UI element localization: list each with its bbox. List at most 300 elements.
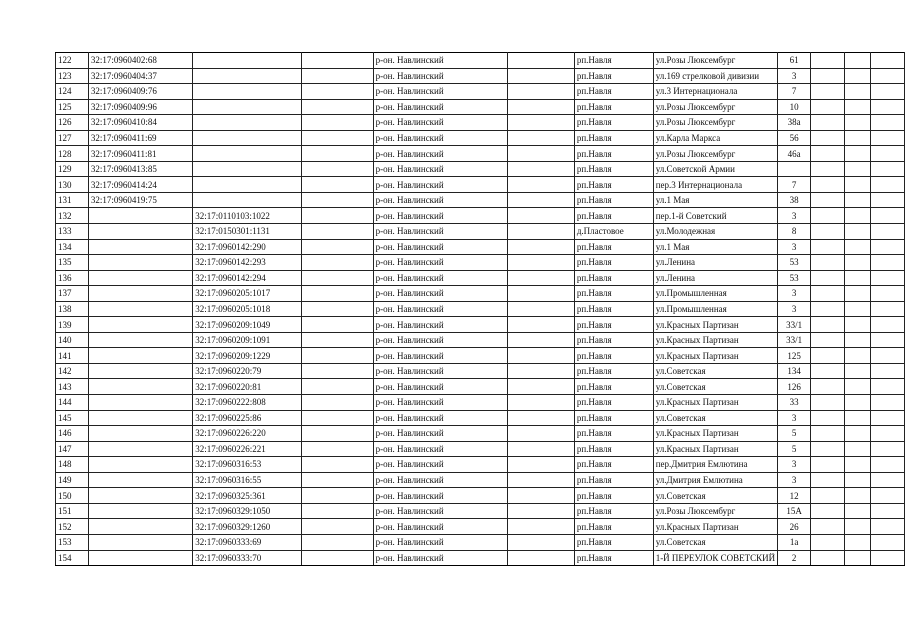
house-number-cell: 33/1	[778, 332, 811, 348]
empty-cell	[871, 426, 905, 442]
empty-cell	[811, 410, 845, 426]
empty-cell	[301, 68, 373, 84]
empty-cell	[811, 130, 845, 146]
empty-cell	[301, 208, 373, 224]
house-number-cell: 3	[778, 208, 811, 224]
cadastral-number-alt-cell	[193, 68, 302, 84]
empty-cell	[301, 270, 373, 286]
empty-cell	[811, 379, 845, 395]
cadastral-number-alt-cell: 32:17:0960316:55	[193, 472, 302, 488]
street-cell: ул.Молодежная	[653, 224, 777, 240]
table-row	[56, 53, 905, 69]
house-number-cell: 15А	[778, 503, 811, 519]
empty-cell	[844, 503, 870, 519]
cadastral-number-cell	[88, 270, 192, 286]
empty-cell	[871, 130, 905, 146]
empty-cell	[301, 84, 373, 100]
empty-cell	[507, 177, 574, 193]
settlement-cell: рп.Навля	[574, 68, 653, 84]
row-number-cell: 145	[56, 410, 89, 426]
empty-cell	[507, 239, 574, 255]
empty-cell	[811, 68, 845, 84]
empty-cell	[871, 161, 905, 177]
cadastral-number-alt-cell: 32:17:0960333:69	[193, 534, 302, 550]
empty-cell	[871, 519, 905, 535]
empty-cell	[871, 99, 905, 115]
row-number-cell: 140	[56, 332, 89, 348]
district-cell: р-он. Навлинский	[373, 426, 507, 442]
empty-cell	[301, 224, 373, 240]
empty-cell	[507, 161, 574, 177]
cadastral-number-cell	[88, 503, 192, 519]
district-cell: р-он. Навлинский	[373, 348, 507, 364]
table-row	[56, 488, 905, 504]
house-number-cell: 38а	[778, 115, 811, 131]
row-number-cell: 137	[56, 286, 89, 302]
settlement-cell: рп.Навля	[574, 239, 653, 255]
empty-cell	[811, 519, 845, 535]
empty-cell	[844, 161, 870, 177]
cadastral-number-alt-cell: 32:17:0960220:81	[193, 379, 302, 395]
district-cell: р-он. Навлинский	[373, 84, 507, 100]
house-number-cell: 7	[778, 177, 811, 193]
house-number-cell: 2	[778, 550, 811, 566]
settlement-cell: рп.Навля	[574, 410, 653, 426]
street-cell: 1-Й ПЕРЕУЛОК СОВЕТСКИЙ	[653, 550, 777, 566]
empty-cell	[507, 395, 574, 411]
cadastral-number-alt-cell: 32:17:0960209:1049	[193, 317, 302, 333]
empty-cell	[871, 270, 905, 286]
empty-cell	[871, 441, 905, 457]
settlement-cell: рп.Навля	[574, 395, 653, 411]
settlement-cell: рп.Навля	[574, 503, 653, 519]
cadastral-number-alt-cell: 32:17:0960142:293	[193, 255, 302, 271]
cadastral-number-cell: 32:17:0960413:85	[88, 161, 192, 177]
row-number-cell: 151	[56, 503, 89, 519]
empty-cell	[507, 286, 574, 302]
table-row	[56, 550, 905, 566]
empty-cell	[844, 208, 870, 224]
empty-cell	[811, 255, 845, 271]
empty-cell	[507, 99, 574, 115]
empty-cell	[301, 395, 373, 411]
empty-cell	[811, 270, 845, 286]
cadastral-number-alt-cell	[193, 99, 302, 115]
empty-cell	[844, 395, 870, 411]
district-cell: р-он. Навлинский	[373, 192, 507, 208]
empty-cell	[811, 488, 845, 504]
district-cell: р-он. Навлинский	[373, 503, 507, 519]
empty-cell	[871, 472, 905, 488]
empty-cell	[301, 161, 373, 177]
district-cell: р-он. Навлинский	[373, 224, 507, 240]
empty-cell	[844, 53, 870, 69]
empty-cell	[811, 224, 845, 240]
empty-cell	[871, 84, 905, 100]
house-number-cell: 26	[778, 519, 811, 535]
cadastral-number-cell	[88, 550, 192, 566]
house-number-cell: 10	[778, 99, 811, 115]
settlement-cell: рп.Навля	[574, 99, 653, 115]
row-number-cell: 141	[56, 348, 89, 364]
empty-cell	[507, 426, 574, 442]
district-cell: р-он. Навлинский	[373, 270, 507, 286]
empty-cell	[507, 192, 574, 208]
house-number-cell: 3	[778, 286, 811, 302]
empty-cell	[844, 379, 870, 395]
empty-cell	[871, 115, 905, 131]
table-row	[56, 519, 905, 535]
street-cell: ул.Красных Партизан	[653, 317, 777, 333]
street-cell: пер.1-й Советский	[653, 208, 777, 224]
table-row	[56, 208, 905, 224]
empty-cell	[871, 53, 905, 69]
table-row	[56, 395, 905, 411]
settlement-cell: рп.Навля	[574, 177, 653, 193]
row-number-cell: 136	[56, 270, 89, 286]
empty-cell	[871, 255, 905, 271]
empty-cell	[871, 348, 905, 364]
cadastral-number-cell	[88, 426, 192, 442]
empty-cell	[844, 146, 870, 162]
settlement-cell: рп.Навля	[574, 84, 653, 100]
cadastral-number-cell: 32:17:0960410:84	[88, 115, 192, 131]
settlement-cell: рп.Навля	[574, 53, 653, 69]
district-cell: р-он. Навлинский	[373, 286, 507, 302]
settlement-cell: рп.Навля	[574, 379, 653, 395]
settlement-cell: рп.Навля	[574, 115, 653, 131]
table-row	[56, 472, 905, 488]
empty-cell	[301, 115, 373, 131]
empty-cell	[301, 146, 373, 162]
cadastral-number-alt-cell	[193, 177, 302, 193]
house-number-cell: 61	[778, 53, 811, 69]
empty-cell	[844, 84, 870, 100]
empty-cell	[844, 457, 870, 473]
table-row	[56, 317, 905, 333]
empty-cell	[871, 286, 905, 302]
empty-cell	[871, 301, 905, 317]
street-cell: ул.1 Мая	[653, 239, 777, 255]
settlement-cell: рп.Навля	[574, 348, 653, 364]
empty-cell	[844, 68, 870, 84]
empty-cell	[844, 488, 870, 504]
row-number-cell: 147	[56, 441, 89, 457]
empty-cell	[507, 208, 574, 224]
table-row	[56, 457, 905, 473]
empty-cell	[844, 441, 870, 457]
empty-cell	[507, 379, 574, 395]
empty-cell	[301, 426, 373, 442]
cadastral-number-cell	[88, 379, 192, 395]
cadastral-number-alt-cell: 32:17:0960205:1018	[193, 301, 302, 317]
empty-cell	[871, 239, 905, 255]
empty-cell	[301, 286, 373, 302]
empty-cell	[871, 192, 905, 208]
cadastral-number-cell	[88, 317, 192, 333]
settlement-cell: д.Пластовое	[574, 224, 653, 240]
cadastral-number-cell	[88, 363, 192, 379]
row-number-cell: 148	[56, 457, 89, 473]
table-row	[56, 255, 905, 271]
empty-cell	[844, 301, 870, 317]
cadastral-number-cell	[88, 332, 192, 348]
table-row	[56, 410, 905, 426]
cadastral-number-alt-cell: 32:17:0960209:1091	[193, 332, 302, 348]
street-cell: пер.3 Интернационала	[653, 177, 777, 193]
house-number-cell: 134	[778, 363, 811, 379]
settlement-cell: рп.Навля	[574, 130, 653, 146]
empty-cell	[844, 534, 870, 550]
table-row	[56, 348, 905, 364]
district-cell: р-он. Навлинский	[373, 519, 507, 535]
district-cell: р-он. Навлинский	[373, 161, 507, 177]
empty-cell	[301, 301, 373, 317]
settlement-cell: рп.Навля	[574, 301, 653, 317]
empty-cell	[871, 379, 905, 395]
table-row	[56, 363, 905, 379]
empty-cell	[871, 503, 905, 519]
house-number-cell: 3	[778, 457, 811, 473]
empty-cell	[507, 503, 574, 519]
cadastral-number-alt-cell	[193, 115, 302, 131]
house-number-cell: 5	[778, 426, 811, 442]
row-number-cell: 131	[56, 192, 89, 208]
empty-cell	[844, 239, 870, 255]
table-row	[56, 130, 905, 146]
table-row	[56, 286, 905, 302]
table-row	[56, 146, 905, 162]
settlement-cell: рп.Навля	[574, 363, 653, 379]
cadastral-number-alt-cell	[193, 146, 302, 162]
empty-cell	[811, 441, 845, 457]
empty-cell	[871, 395, 905, 411]
settlement-cell: рп.Навля	[574, 146, 653, 162]
district-cell: р-он. Навлинский	[373, 99, 507, 115]
empty-cell	[507, 488, 574, 504]
district-cell: р-он. Навлинский	[373, 363, 507, 379]
empty-cell	[844, 410, 870, 426]
empty-cell	[811, 503, 845, 519]
empty-cell	[871, 457, 905, 473]
empty-cell	[811, 550, 845, 566]
district-cell: р-он. Навлинский	[373, 410, 507, 426]
street-cell: ул.Красных Партизан	[653, 441, 777, 457]
empty-cell	[871, 224, 905, 240]
empty-cell	[301, 317, 373, 333]
empty-cell	[507, 270, 574, 286]
district-cell: р-он. Навлинский	[373, 68, 507, 84]
house-number-cell: 12	[778, 488, 811, 504]
empty-cell	[871, 177, 905, 193]
district-cell: р-он. Навлинский	[373, 395, 507, 411]
cadastral-number-cell	[88, 534, 192, 550]
empty-cell	[811, 84, 845, 100]
cadastral-number-alt-cell: 32:17:0960142:294	[193, 270, 302, 286]
street-cell: ул.Промышленная	[653, 286, 777, 302]
street-cell: ул.Советская	[653, 410, 777, 426]
house-number-cell: 3	[778, 472, 811, 488]
district-cell: р-он. Навлинский	[373, 255, 507, 271]
empty-cell	[811, 472, 845, 488]
street-cell: ул.Розы Люксембург	[653, 99, 777, 115]
empty-cell	[811, 317, 845, 333]
empty-cell	[507, 472, 574, 488]
empty-cell	[301, 177, 373, 193]
house-number-cell: 126	[778, 379, 811, 395]
street-cell: ул.Красных Партизан	[653, 348, 777, 364]
house-number-cell	[778, 161, 811, 177]
house-number-cell: 53	[778, 255, 811, 271]
empty-cell	[844, 550, 870, 566]
empty-cell	[507, 224, 574, 240]
cadastral-number-cell	[88, 224, 192, 240]
district-cell: р-он. Навлинский	[373, 53, 507, 69]
empty-cell	[301, 550, 373, 566]
empty-cell	[844, 286, 870, 302]
cadastral-number-alt-cell: 32:17:0960205:1017	[193, 286, 302, 302]
district-cell: р-он. Навлинский	[373, 177, 507, 193]
empty-cell	[844, 192, 870, 208]
table-row	[56, 441, 905, 457]
cadastral-number-cell: 32:17:0960419:75	[88, 192, 192, 208]
empty-cell	[844, 224, 870, 240]
street-cell: ул.Советская	[653, 488, 777, 504]
table-row	[56, 84, 905, 100]
house-number-cell: 7	[778, 84, 811, 100]
empty-cell	[811, 363, 845, 379]
house-number-cell: 8	[778, 224, 811, 240]
street-cell: ул.Дмитрия Емлютина	[653, 472, 777, 488]
cadastral-number-alt-cell: 32:17:0960222:808	[193, 395, 302, 411]
street-cell: ул.Розы Люксембург	[653, 115, 777, 131]
cadastral-number-cell	[88, 301, 192, 317]
empty-cell	[301, 441, 373, 457]
cadastral-number-cell	[88, 457, 192, 473]
table-row	[56, 99, 905, 115]
row-number-cell: 150	[56, 488, 89, 504]
settlement-cell: рп.Навля	[574, 255, 653, 271]
row-number-cell: 127	[56, 130, 89, 146]
settlement-cell: рп.Навля	[574, 208, 653, 224]
empty-cell	[871, 317, 905, 333]
cadastral-number-alt-cell: 32:17:0960329:1050	[193, 503, 302, 519]
street-cell: ул.Розы Люксембург	[653, 53, 777, 69]
cadastral-number-cell	[88, 519, 192, 535]
cadastral-number-alt-cell: 32:17:0960329:1260	[193, 519, 302, 535]
empty-cell	[301, 488, 373, 504]
empty-cell	[301, 534, 373, 550]
district-cell: р-он. Навлинский	[373, 115, 507, 131]
street-cell: ул.Советской Армии	[653, 161, 777, 177]
cadastral-number-alt-cell: 32:17:0960325:361	[193, 488, 302, 504]
empty-cell	[871, 550, 905, 566]
street-cell: ул.Красных Партизан	[653, 332, 777, 348]
cadastral-number-alt-cell: 32:17:0960226:221	[193, 441, 302, 457]
street-cell: пер.Дмитрия Емлютина	[653, 457, 777, 473]
cadastral-number-alt-cell	[193, 84, 302, 100]
empty-cell	[871, 68, 905, 84]
empty-cell	[301, 363, 373, 379]
cadastral-number-cell	[88, 410, 192, 426]
empty-cell	[301, 503, 373, 519]
cadastral-number-alt-cell: 32:17:0960225:86	[193, 410, 302, 426]
house-number-cell: 1а	[778, 534, 811, 550]
settlement-cell: рп.Навля	[574, 457, 653, 473]
street-cell: ул.Карла Маркса	[653, 130, 777, 146]
cadastral-number-cell: 32:17:0960409:96	[88, 99, 192, 115]
empty-cell	[301, 99, 373, 115]
row-number-cell: 146	[56, 426, 89, 442]
cadastral-number-alt-cell: 32:17:0150301:1131	[193, 224, 302, 240]
cadastral-number-cell	[88, 472, 192, 488]
row-number-cell: 143	[56, 379, 89, 395]
street-cell: ул.Розы Люксембург	[653, 146, 777, 162]
row-number-cell: 142	[56, 363, 89, 379]
empty-cell	[811, 146, 845, 162]
empty-cell	[811, 53, 845, 69]
empty-cell	[871, 363, 905, 379]
empty-cell	[811, 395, 845, 411]
empty-cell	[507, 115, 574, 131]
table-row	[56, 534, 905, 550]
empty-cell	[871, 332, 905, 348]
empty-cell	[507, 255, 574, 271]
table-row	[56, 426, 905, 442]
empty-cell	[844, 363, 870, 379]
cadastral-number-cell	[88, 395, 192, 411]
empty-cell	[871, 146, 905, 162]
empty-cell	[507, 130, 574, 146]
settlement-cell: рп.Навля	[574, 286, 653, 302]
empty-cell	[811, 348, 845, 364]
table-row	[56, 161, 905, 177]
row-number-cell: 154	[56, 550, 89, 566]
settlement-cell: рп.Навля	[574, 441, 653, 457]
cadastral-number-alt-cell: 32:17:0960226:220	[193, 426, 302, 442]
cadastral-number-alt-cell: 32:17:0960142:290	[193, 239, 302, 255]
cadastral-number-cell	[88, 239, 192, 255]
empty-cell	[811, 534, 845, 550]
row-number-cell: 135	[56, 255, 89, 271]
cadastral-number-cell	[88, 441, 192, 457]
row-number-cell: 134	[56, 239, 89, 255]
empty-cell	[301, 192, 373, 208]
empty-cell	[811, 208, 845, 224]
cadastral-number-cell	[88, 348, 192, 364]
empty-cell	[507, 550, 574, 566]
settlement-cell: рп.Навля	[574, 472, 653, 488]
district-cell: р-он. Навлинский	[373, 239, 507, 255]
empty-cell	[844, 426, 870, 442]
row-number-cell: 122	[56, 53, 89, 69]
house-number-cell: 3	[778, 301, 811, 317]
empty-cell	[507, 410, 574, 426]
empty-cell	[844, 270, 870, 286]
row-number-cell: 129	[56, 161, 89, 177]
row-number-cell: 126	[56, 115, 89, 131]
settlement-cell: рп.Навля	[574, 426, 653, 442]
cadastral-number-alt-cell	[193, 130, 302, 146]
district-cell: р-он. Навлинский	[373, 317, 507, 333]
empty-cell	[507, 363, 574, 379]
table-body	[56, 53, 905, 566]
district-cell: р-он. Навлинский	[373, 146, 507, 162]
cadastral-number-cell: 32:17:0960409:76	[88, 84, 192, 100]
house-number-cell: 53	[778, 270, 811, 286]
settlement-cell: рп.Навля	[574, 270, 653, 286]
street-cell: ул.Советская	[653, 534, 777, 550]
